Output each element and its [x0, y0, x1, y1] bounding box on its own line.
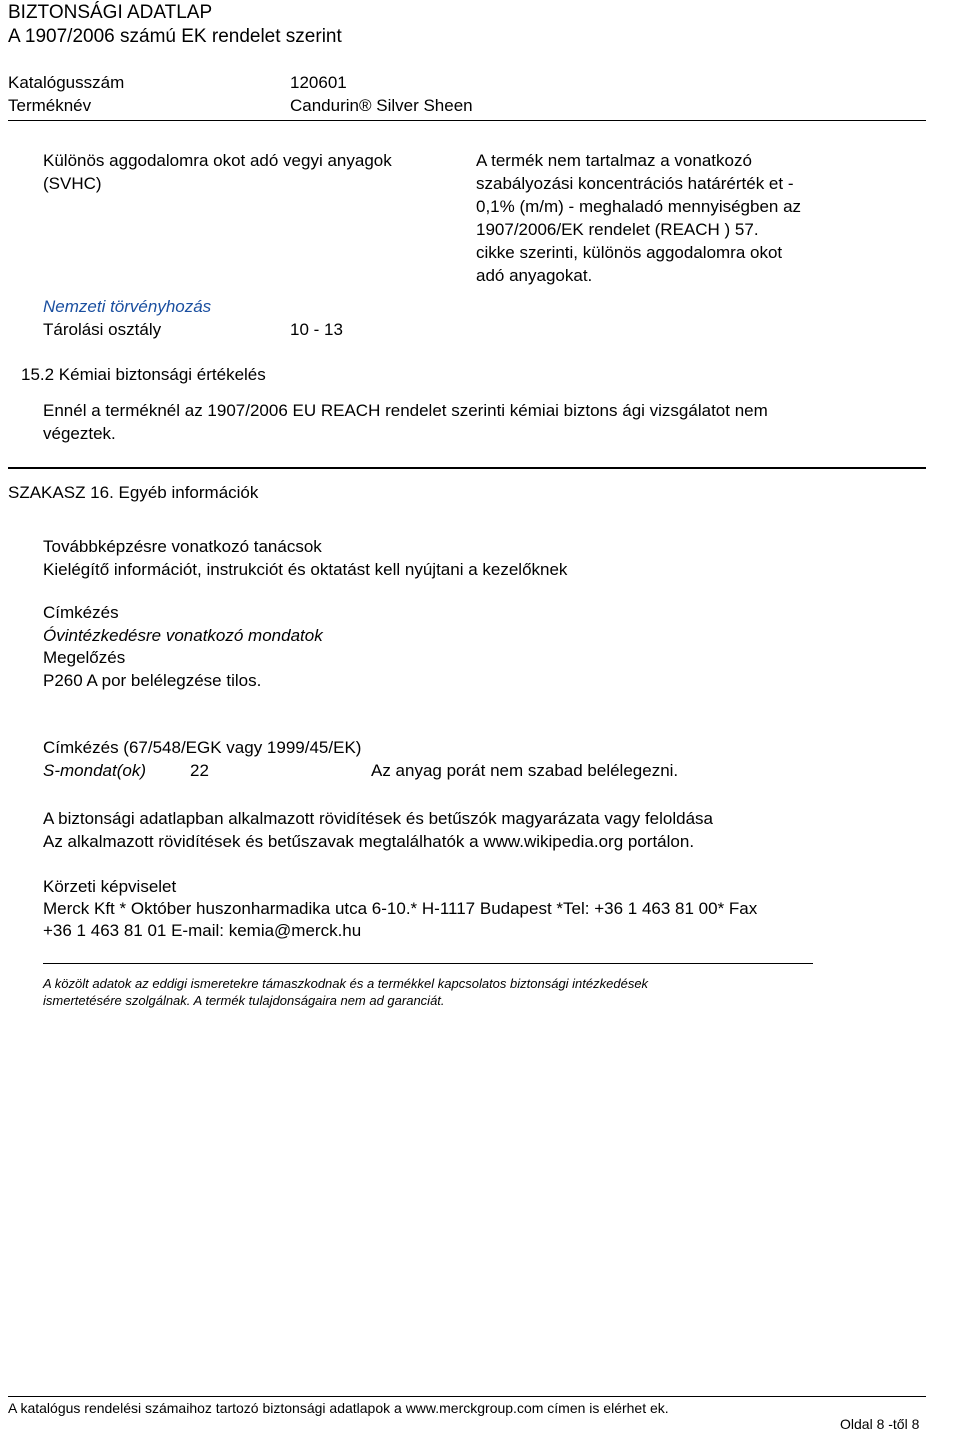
representative-line2: +36 1 463 81 01 E-mail: kemia@merck.hu [43, 921, 362, 940]
regulation-subtitle: A 1907/2006 számú EK rendelet szerint [8, 26, 342, 47]
disclaimer-line2: ismertetésére szolgálnak. A termék tulajdonságaira nem ad garanciát. [43, 993, 445, 1008]
svhc-text-line: A termék nem tartalmaz a vonatkozó [476, 151, 752, 170]
abbreviations-text: Az alkalmazott rövidítések és betűszavak megtalálhatók a www.wikipedia.org portálon. [43, 832, 695, 851]
storage-class-label: Tárolási osztály [43, 320, 162, 339]
svhc-label-line2: (SVHC) [43, 174, 102, 193]
training-text: Kielégítő információt, instrukciót és oktatást kell nyújtani a kezelőknek [43, 560, 568, 579]
labelling-heading: Címkézés [43, 603, 119, 622]
disclaimer-line1: A közölt adatok az eddigi ismeretekre támaszkodnak és a termékkel kapcsolatos biztonsági intézkedések [43, 976, 649, 991]
labelling-eu-heading: Címkézés (67/548/EGK vagy 1999/45/EK) [43, 738, 362, 757]
section-16-divider [8, 467, 926, 469]
svhc-text-line: 0,1% (m/m) - meghaladó mennyiségben az [476, 197, 802, 216]
section-15-2-heading: 15.2 Kémiai biztonsági értékelés [21, 365, 266, 384]
footer-divider [8, 1396, 926, 1397]
document-title: BIZTONSÁGI ADATLAP [8, 2, 213, 23]
svhc-text-line: cikke szerinti, különös aggodalomra okot [476, 243, 783, 262]
product-label: Terméknév [8, 96, 92, 115]
section-15-2-text-line1: Ennél a terméknél az 1907/2006 EU REACH rendelet szerinti kémiai biztons ági vizsgálatot nem [43, 401, 768, 420]
section-16-heading: SZAKASZ 16. Egyéb információk [8, 483, 259, 502]
prevention-label: Megelőzés [43, 648, 126, 667]
footer-note: A katalógus rendelési számaihoz tartozó biztonsági adatlapok a www.merckgroup.com címen is elérhet ek. [8, 1400, 669, 1416]
training-heading: Továbbképzésre vonatkozó tanácsok [43, 537, 322, 556]
storage-class-value: 10 - 13 [290, 320, 343, 339]
catalog-value: 120601 [290, 73, 347, 92]
product-value: Candurin® Silver Sheen [290, 96, 473, 115]
svhc-text-line: 1907/2006/EK rendelet (REACH ) 57. [476, 220, 759, 239]
representative-heading: Körzeti képviselet [43, 877, 177, 896]
national-legislation-heading: Nemzeti törvényhozás [43, 297, 212, 316]
precaution-heading: Óvintézkedésre vonatkozó mondatok [43, 626, 323, 645]
catalog-label: Katalógusszám [8, 73, 125, 92]
page-number: Oldal 8 -től 8 [840, 1416, 920, 1432]
s-phrase-label: S-mondat(ok) [43, 761, 146, 780]
svhc-text-line: szabályozási koncentrációs határérték et - [476, 174, 794, 193]
disclaimer-divider [43, 963, 813, 964]
header-divider [8, 120, 926, 121]
svhc-text-line: adó anyagokat. [476, 266, 593, 285]
abbreviations-heading: A biztonsági adatlapban alkalmazott rövidítések és betűszók magyarázata vagy feloldása [43, 809, 714, 828]
s-phrase-text: Az anyag porát nem szabad belélegezni. [371, 761, 679, 780]
s-phrase-number: 22 [190, 761, 209, 780]
representative-line1: Merck Kft * Október huszonharmadika utca 6-10.* H-1117 Budapest *Tel: +36 1 463 81 00* Fax [43, 899, 758, 918]
svhc-label-line1: Különös aggodalomra okot adó vegyi anyagok [43, 151, 392, 170]
p260-statement: P260 A por belélegzése tilos. [43, 671, 262, 690]
section-15-2-text-line2: végeztek. [43, 424, 116, 443]
